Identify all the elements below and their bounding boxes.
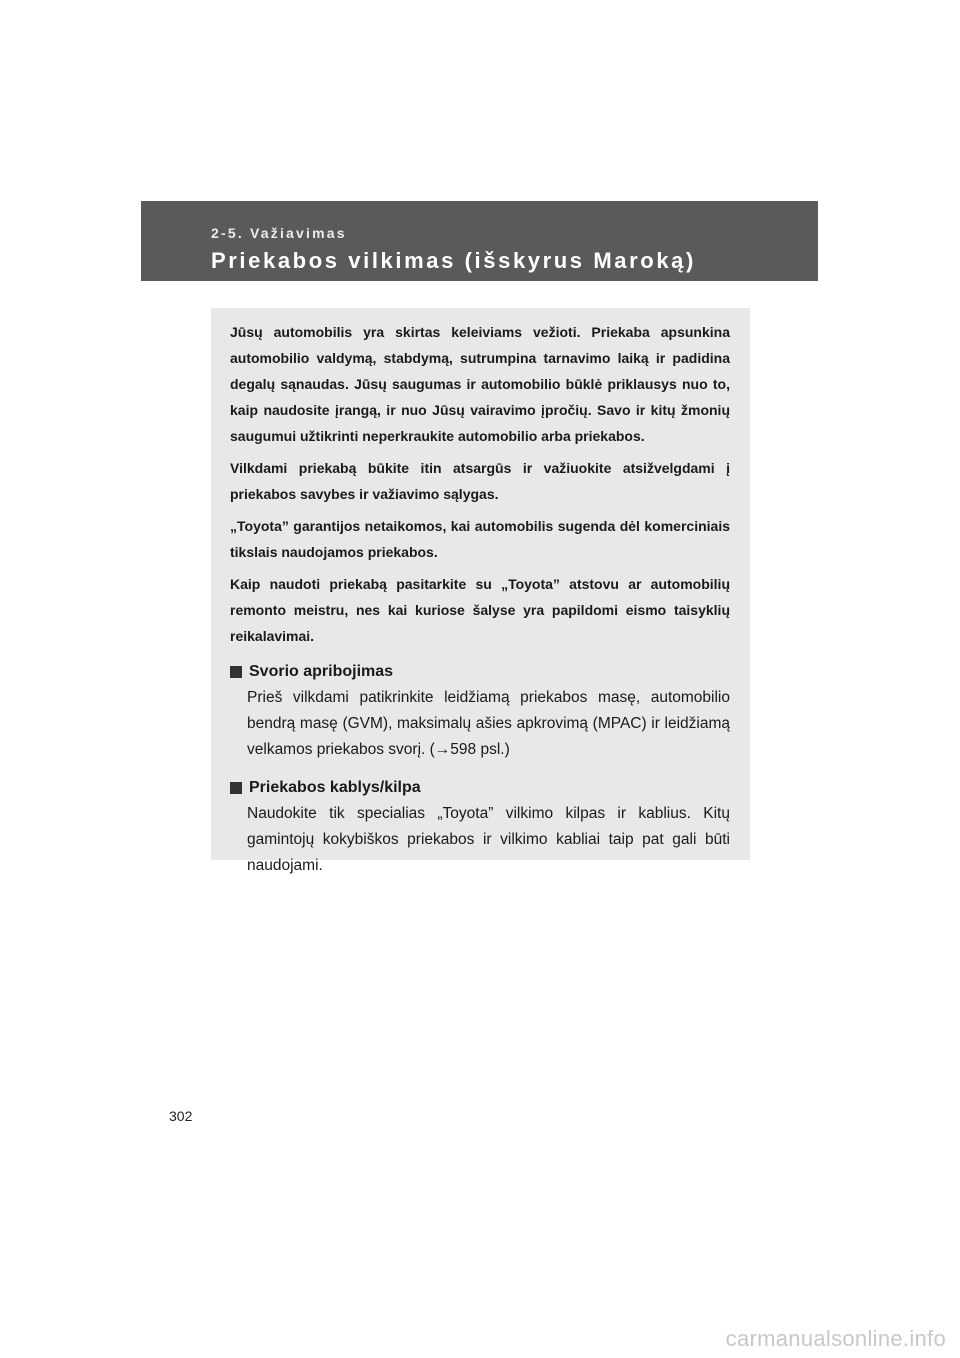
square-bullet-icon	[230, 666, 242, 678]
section-header-band	[141, 201, 818, 281]
subsection-heading	[230, 775, 730, 801]
subsection-heading	[230, 659, 730, 685]
intro-paragraph: Kaip naudoti priekabą pasitarkite su „Toyota” atstovu ar automobilių remonto meistru, nes kai kuriose šalyse yra papildomi eismo taisyklių reikalavimai.	[230, 576, 730, 644]
square-bullet-icon	[230, 782, 242, 794]
watermark: carmanualsonline.info	[725, 1326, 946, 1351]
page-title: Priekabos vilkimas (išskyrus Maroką)	[211, 248, 696, 273]
subsection-heading-text: Svorio apribojimas	[249, 663, 394, 680]
subsection-weight-limit	[230, 659, 730, 763]
intro-paragraph: Jūsų automobilis yra skirtas keleiviams vežioti. Priekaba apsunkina automobilio valdymą, stabdymą, sutrumpina tarnavimo laiką ir padidina degalų sąnaudas. Jūsų saugumas ir automobilio būklė priklausys nuo to, kaip naudosite įrangą, ir nuo Jūsų vairavimo įpročių. Savo ir kitų žmonių saugumui užtikrinti neperkraukite automobilio arba priekabos.	[230, 324, 730, 444]
section-label: 2-5. Važiavimas	[211, 225, 347, 241]
subsection-hitch	[230, 775, 730, 879]
page-number: 302	[169, 1108, 193, 1124]
intro-text	[230, 319, 730, 649]
subsection-body: Naudokite tik specialias „Toyota” vilkimo kilpas ir kablius. Kitų gamintojų kokybiškos priekabos ir vilkimo kabliai taip pat gali būti naudojami.	[247, 805, 730, 874]
subsection-heading-text: Priekabos kablys/kilpa	[249, 779, 421, 796]
info-box	[211, 308, 750, 874]
intro-paragraph: „Toyota” garantijos netaikomos, kai automobilis sugenda dėl komerciniais tikslais naudojamos priekabos.	[230, 518, 730, 560]
intro-paragraph: Vilkdami priekabą būkite itin atsargūs ir važiuokite atsižvelgdami į priekabos savybes ir važiavimo sąlygas.	[230, 460, 730, 502]
subsection-body: Prieš vilkdami patikrinkite leidžiamą priekabos masę, automobilio bendrą masę (GVM), maksimalų ašies apkrovimą (MPAC) ir leidžiamą velkamos priekabos svorį. (→598 psl.)	[247, 689, 730, 758]
